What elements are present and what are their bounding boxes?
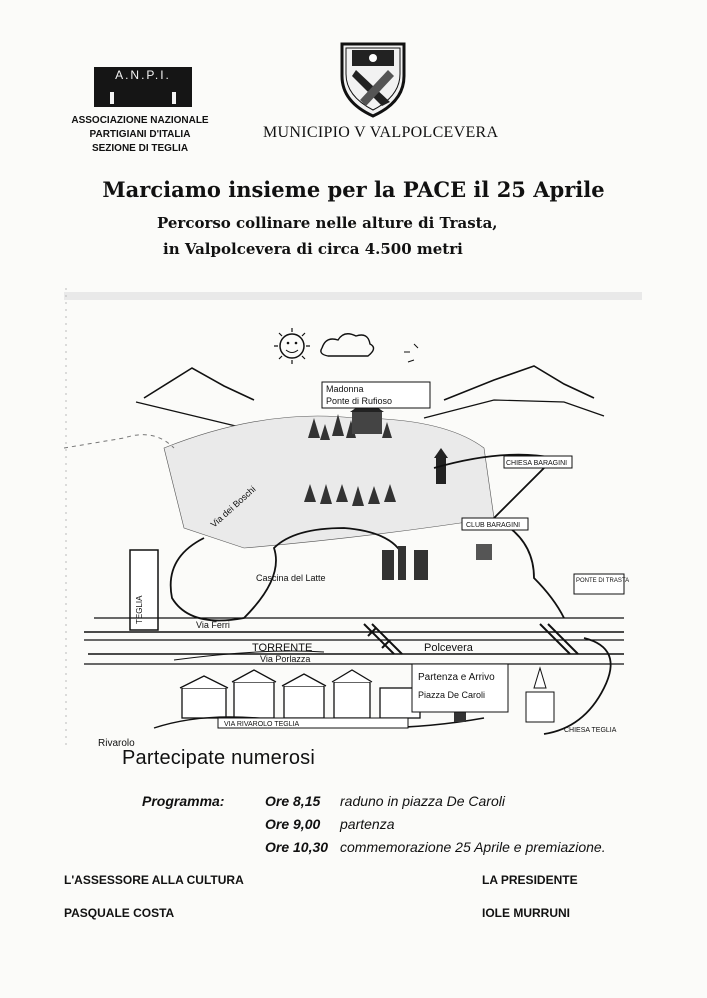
programma-time: Ore 8,15: [265, 793, 321, 809]
anpi-caption-line: SEZIONE DI TEGLIA: [91, 143, 189, 154]
municipio-name: MUNICIPIO V VALPOLCEVERA: [263, 124, 499, 141]
map-label-partenza: Partenza e Arrivo: [418, 672, 495, 683]
map-label-madonna: Madonna: [326, 384, 364, 394]
map-label-teglia-side: TEGLIA: [135, 595, 144, 624]
sun-icon: [274, 328, 310, 364]
anpi-caption-line: PARTIGIANI D'ITALIA: [89, 129, 191, 140]
municipio-shield-icon: [338, 40, 408, 118]
map-label-rivarolo: Rivarolo: [98, 738, 135, 749]
subtitle-line-2: in Valpolcevera di circa 4.500 metri: [163, 240, 463, 258]
programma-time: Ore 10,30: [265, 839, 329, 855]
subtitle-line-1: Percorso collinare nelle alture di Trasta,: [157, 214, 498, 232]
presidente-name: IOLE MURRUNI: [482, 906, 570, 920]
partecipate-numerosi: Partecipate numerosi: [122, 747, 315, 769]
map-label-via-porlazza: Via Porlazza: [260, 654, 311, 664]
assessore-role: L'ASSESSORE ALLA CULTURA: [64, 873, 244, 887]
programma-text: raduno in piazza De Caroli: [340, 793, 505, 809]
map-label-chiesa-baragini: CHIESA BARAGINI: [506, 460, 568, 467]
page-title: Marciamo insieme per la PACE il 25 Aprile: [102, 177, 605, 202]
anpi-logo-text: A.N.P.I.: [115, 68, 171, 82]
assessore-name: PASQUALE COSTA: [64, 906, 175, 920]
map-label-club-baragini: CLUB BARAGINI: [466, 522, 521, 529]
map-label-via-ferri: Via Ferri: [196, 620, 230, 630]
programma-text: partenza: [340, 816, 395, 832]
map-label-via-boschi: Via dei Boschi: [208, 483, 258, 530]
map-label-piazza: Piazza De Caroli: [418, 690, 486, 700]
anpi-caption-line: ASSOCIAZIONE NAZIONALE: [71, 115, 209, 126]
map-label-cascina: Cascina del Latte: [256, 573, 326, 583]
map-label-torrente: TORRENTE: [252, 642, 313, 654]
programma-label: Programma:: [142, 793, 225, 809]
map-label-via-rivarolo-teglia: VIA RIVAROLO TEGLIA: [224, 721, 300, 728]
programma-text: commemorazione 25 Aprile e premiazione.: [340, 839, 606, 855]
route-map: [64, 288, 644, 750]
map-label-ponte-trasta: PONTE DI TRASTA: [576, 578, 630, 584]
map-label-ponte-rufioso: Ponte di Rufioso: [326, 396, 393, 406]
map-label-chiesa-teglia: CHIESA TEGLIA: [564, 727, 617, 734]
anpi-logo-bar: [172, 92, 176, 104]
programma-time: Ore 9,00: [265, 816, 321, 832]
presidente-role: LA PRESIDENTE: [482, 873, 578, 887]
anpi-logo-bar: [110, 92, 114, 104]
map-label-polcevera: Polcevera: [424, 642, 473, 654]
